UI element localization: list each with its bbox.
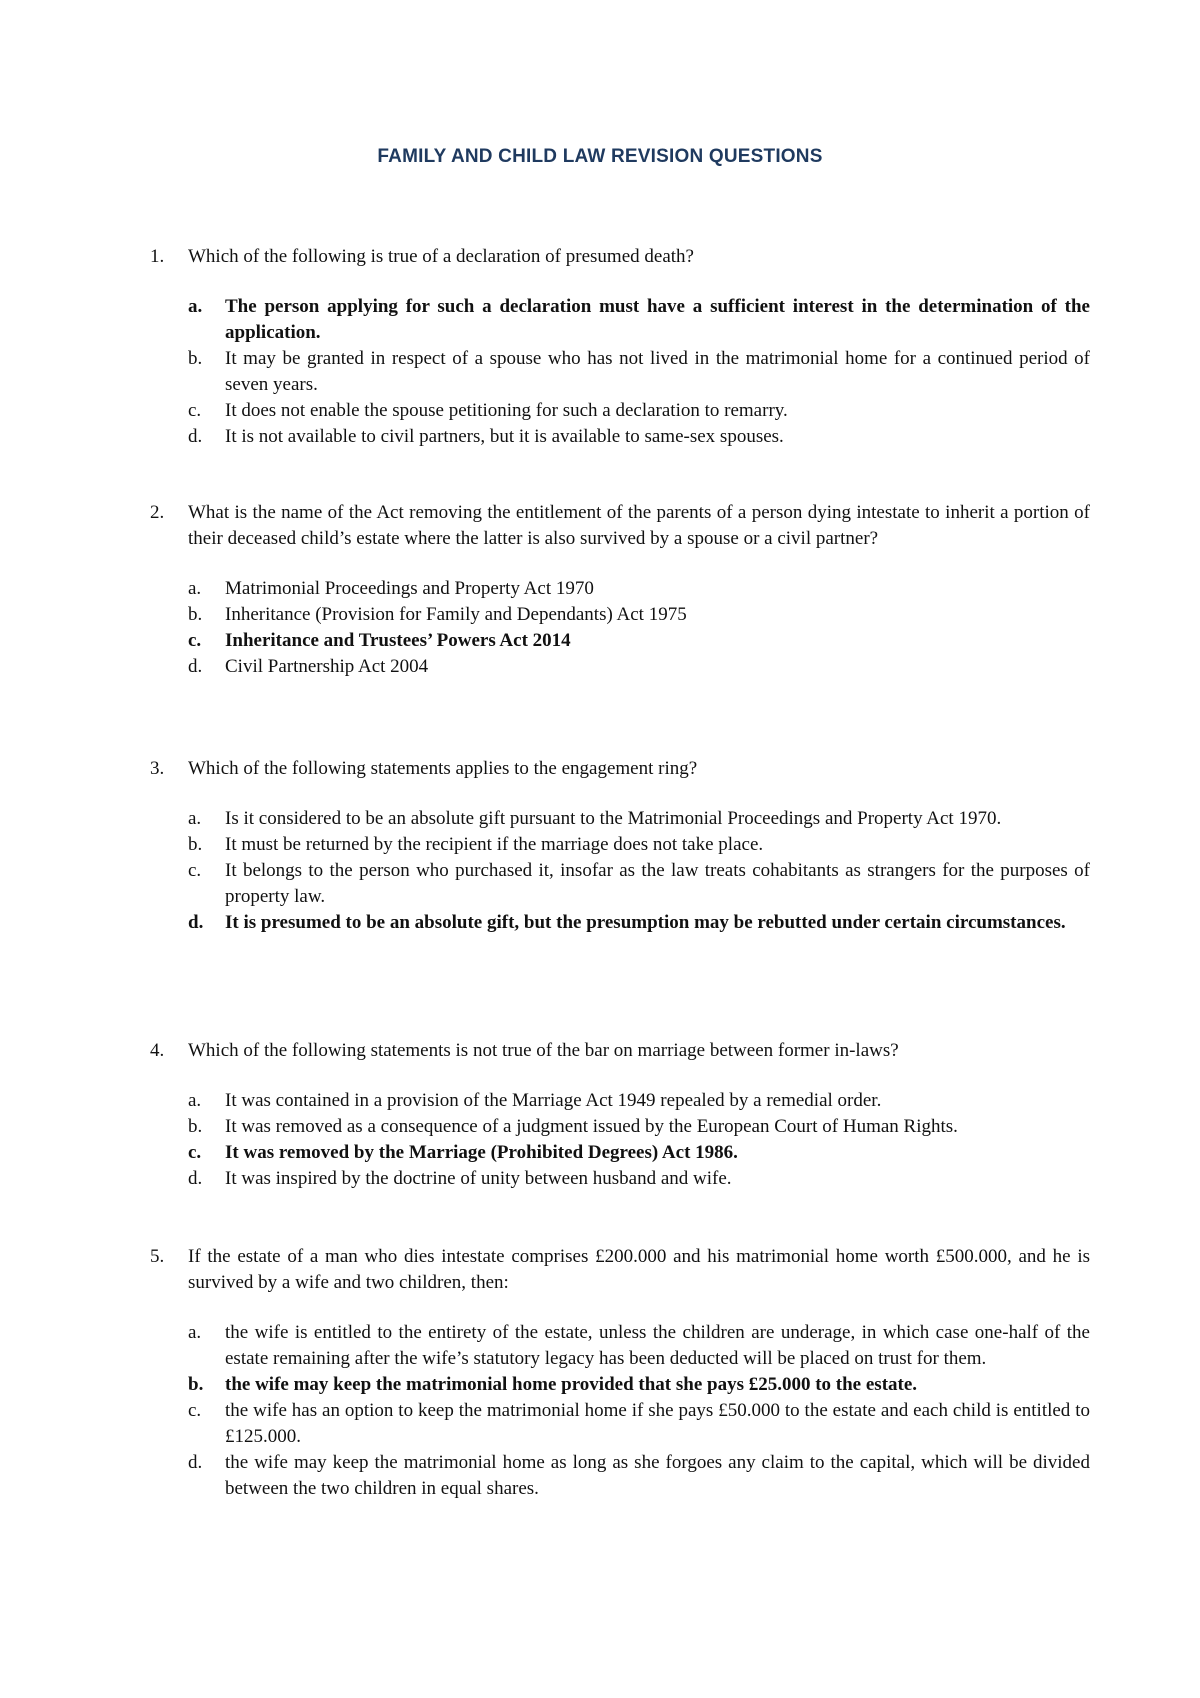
option-text: the wife is entitled to the entirety of the estate, unless the children are underage, in which case one-half of the estate remaining after the wife’s statutory legacy has been deducted will be placed on trust for them. <box>225 1322 1090 1369</box>
option-text: It was inspired by the doctrine of unity between husband and wife. <box>225 1168 732 1189</box>
option-a-correct <box>188 294 1090 346</box>
option-letter: b. <box>188 1116 203 1137</box>
option-letter: b. <box>188 834 203 855</box>
option-letter: d. <box>188 656 203 677</box>
option-text: It must be returned by the recipient if the marriage does not take place. <box>225 834 764 855</box>
option-a <box>188 806 1090 832</box>
option-text: It may be granted in respect of a spouse who has not lived in the matrimonial home for a continued period of seven years. <box>225 348 1090 395</box>
option-a <box>188 1088 1090 1114</box>
option-c-correct <box>188 1140 1090 1166</box>
option-letter: a. <box>188 578 202 599</box>
question-number: 1. <box>150 246 165 267</box>
question-5 <box>150 1244 1090 1502</box>
question-2 <box>150 500 1090 680</box>
option-letter: c. <box>188 1400 202 1421</box>
option-d-correct <box>188 910 1090 936</box>
option-text: Matrimonial Proceedings and Property Act 1970 <box>225 578 594 599</box>
option-text: Inheritance (Provision for Family and Dependants) Act 1975 <box>225 604 687 625</box>
option-c <box>188 1398 1090 1450</box>
option-text: The person applying for such a declaration must have a sufficient interest in the determination of the application. <box>225 296 1090 343</box>
option-text: It is not available to civil partners, but it is available to same-sex spouses. <box>225 426 784 447</box>
question-4 <box>150 1038 1090 1192</box>
option-text: the wife may keep the matrimonial home provided that she pays £25.000 to the estate. <box>225 1374 918 1395</box>
option-text: Inheritance and Trustees’ Powers Act 2014 <box>225 630 571 651</box>
option-text: the wife has an option to keep the matrimonial home if she pays £50.000 to the estate and each child is entitled to £125.000. <box>225 1400 1090 1447</box>
option-text: It does not enable the spouse petitioning for such a declaration to remarry. <box>225 400 788 421</box>
option-a <box>188 1320 1090 1372</box>
option-b <box>188 602 1090 628</box>
option-letter: d. <box>188 1168 203 1189</box>
option-letter: b. <box>188 604 203 625</box>
option-c-correct <box>188 628 1090 654</box>
option-letter: a. <box>188 1090 202 1111</box>
option-d <box>188 1450 1090 1502</box>
options-list <box>150 1088 1090 1192</box>
option-letter: b. <box>188 348 203 369</box>
question-3 <box>150 756 1090 936</box>
options-list <box>150 294 1090 450</box>
option-letter: a. <box>188 1322 202 1343</box>
option-letter: d. <box>188 912 204 933</box>
option-c <box>188 398 1090 424</box>
option-letter: c. <box>188 1142 202 1163</box>
question-text: Which of the following is true of a declaration of presumed death? <box>188 246 694 267</box>
option-b <box>188 832 1090 858</box>
option-text: It was contained in a provision of the Marriage Act 1949 repealed by a remedial order. <box>225 1090 882 1111</box>
option-text: It was removed as a consequence of a judgment issued by the European Court of Human Rights. <box>225 1116 958 1137</box>
option-letter: b. <box>188 1374 204 1395</box>
option-letter: c. <box>188 630 202 651</box>
question-1 <box>150 244 1090 450</box>
option-letter: d. <box>188 1452 203 1473</box>
options-list <box>150 576 1090 680</box>
options-list <box>150 1320 1090 1502</box>
option-text: It is presumed to be an absolute gift, but the presumption may be rebutted under certain circumstances. <box>225 912 1066 933</box>
question-number: 4. <box>150 1040 165 1061</box>
question-number: 2. <box>150 502 165 523</box>
option-b <box>188 346 1090 398</box>
option-c <box>188 858 1090 910</box>
option-b <box>188 1114 1090 1140</box>
option-a <box>188 576 1090 602</box>
option-d <box>188 424 1090 450</box>
option-text: It belongs to the person who purchased it, insofar as the law treats cohabitants as strangers for the purposes of property law. <box>225 860 1090 907</box>
option-letter: c. <box>188 400 202 421</box>
document-title: FAMILY AND CHILD LAW REVISION QUESTIONS <box>377 146 823 167</box>
question-number: 3. <box>150 758 165 779</box>
question-text: Which of the following statements is not true of the bar on marriage between former in-laws? <box>188 1040 899 1061</box>
option-text: the wife may keep the matrimonial home as long as she forgoes any claim to the capital, which will be divided between the two children in equal shares. <box>225 1452 1090 1499</box>
option-letter: d. <box>188 426 203 447</box>
option-d <box>188 654 1090 680</box>
question-text: If the estate of a man who dies intestate comprises £200.000 and his matrimonial home worth £500.000, and he is survived by a wife and two children, then: <box>188 1246 1090 1293</box>
option-d <box>188 1166 1090 1192</box>
question-text: Which of the following statements applies to the engagement ring? <box>188 758 698 779</box>
question-number: 5. <box>150 1246 165 1267</box>
option-letter: a. <box>188 808 202 829</box>
option-letter: a. <box>188 296 203 317</box>
option-text: It was removed by the Marriage (Prohibited Degrees) Act 1986. <box>225 1142 738 1163</box>
option-text: Is it considered to be an absolute gift pursuant to the Matrimonial Proceedings and Property Act 1970. <box>225 808 1002 829</box>
option-letter: c. <box>188 860 202 881</box>
options-list <box>150 806 1090 936</box>
option-b-correct <box>188 1372 1090 1398</box>
question-text: What is the name of the Act removing the entitlement of the parents of a person dying intestate to inherit a portion of their deceased child’s estate where the latter is also survived by a spouse or a civil partner? <box>188 502 1090 549</box>
option-text: Civil Partnership Act 2004 <box>225 656 429 677</box>
